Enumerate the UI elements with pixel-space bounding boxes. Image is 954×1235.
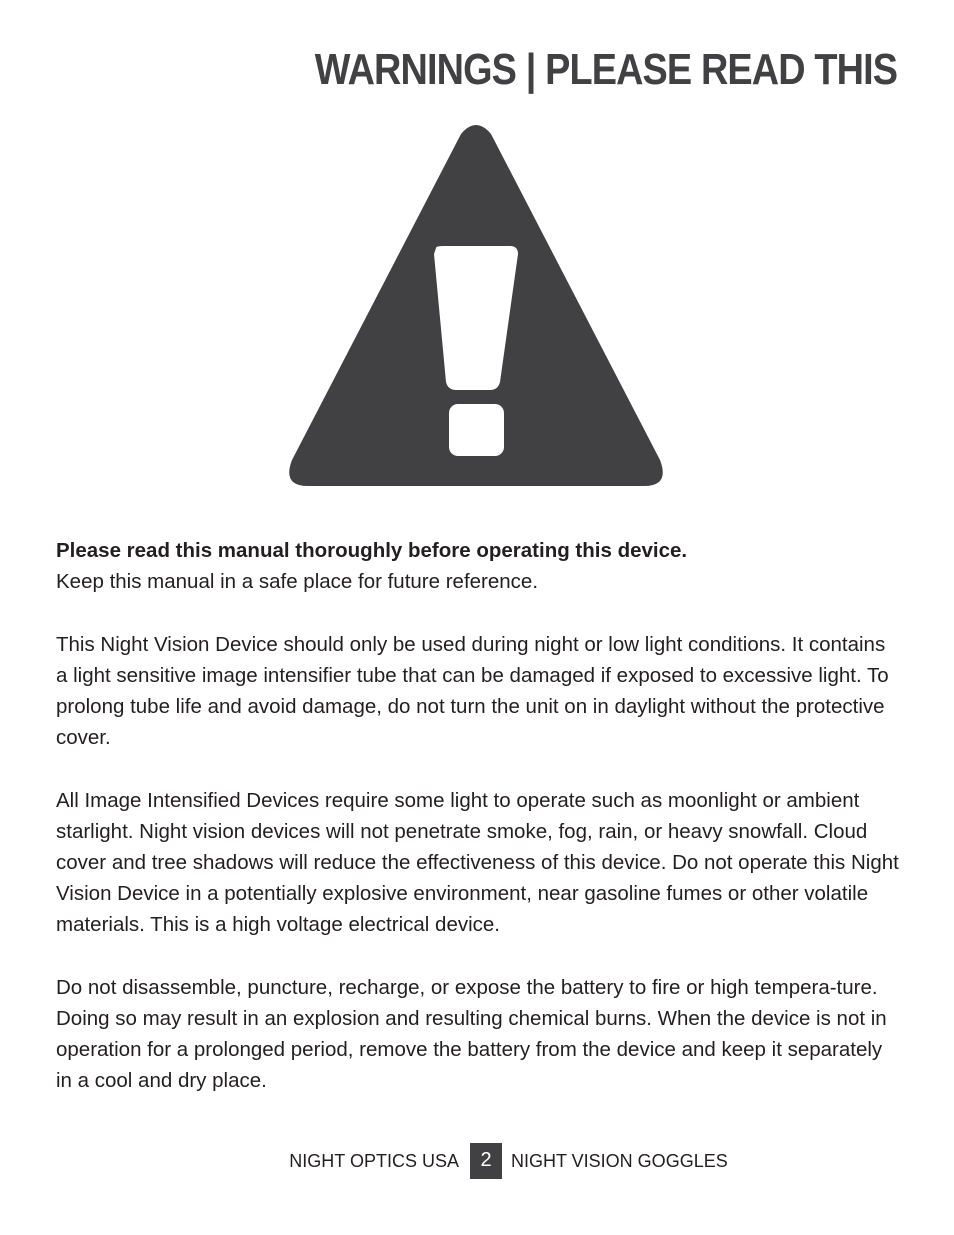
warning-body — [56, 535, 901, 1128]
paragraph-tube-warning: This Night Vision Device should only be used during night or low light conditions. It contains a light sensitive image intensifier tube that can be damaged if exposed to excessive light. To prolong tube life and avoid damage, do not turn the unit on in daylight without the protective cover. — [56, 632, 889, 750]
lead-line-bold — [56, 535, 901, 566]
page-title: WARNINGS | PLEASE READ THIS — [314, 45, 897, 94]
paragraph-light-conditions: All Image Intensified Devices require some light to operate such as moonlight or ambient starlight. Night vision devices will not penetrate smoke, fog, rain, or heavy snowfall. Cloud cover and tree shadows will reduce the effectiveness of this device. Do not operate this Night Vision Device in a potentially explosive environment, near gasoline fumes or other volatile materials. This is a high voltage electrical device. — [56, 788, 899, 937]
lead-line-normal: Keep this manual in a safe place for future reference. — [56, 570, 539, 594]
exclamation-dot — [449, 404, 504, 456]
lead-bold-text: Please read this manual thoroughly before operating this device. — [56, 539, 688, 562]
warning-triangle-icon — [286, 122, 666, 488]
footer-brand: NIGHT OPTICS USA — [289, 1151, 459, 1171]
page-footer — [0, 1143, 954, 1179]
page-number-badge: 2 — [470, 1143, 502, 1179]
paragraph-battery-warning: Do not disassemble, puncture, recharge, or expose the battery to fire or high tempera-ture. Doing so may result in an explosion and resulting chemical burns. When the device is not in operation for a prolonged period, remove the battery from the device and keep it separately in a cool and dry place. — [56, 975, 887, 1093]
footer-product: NIGHT VISION GOGGLES — [511, 1151, 728, 1171]
